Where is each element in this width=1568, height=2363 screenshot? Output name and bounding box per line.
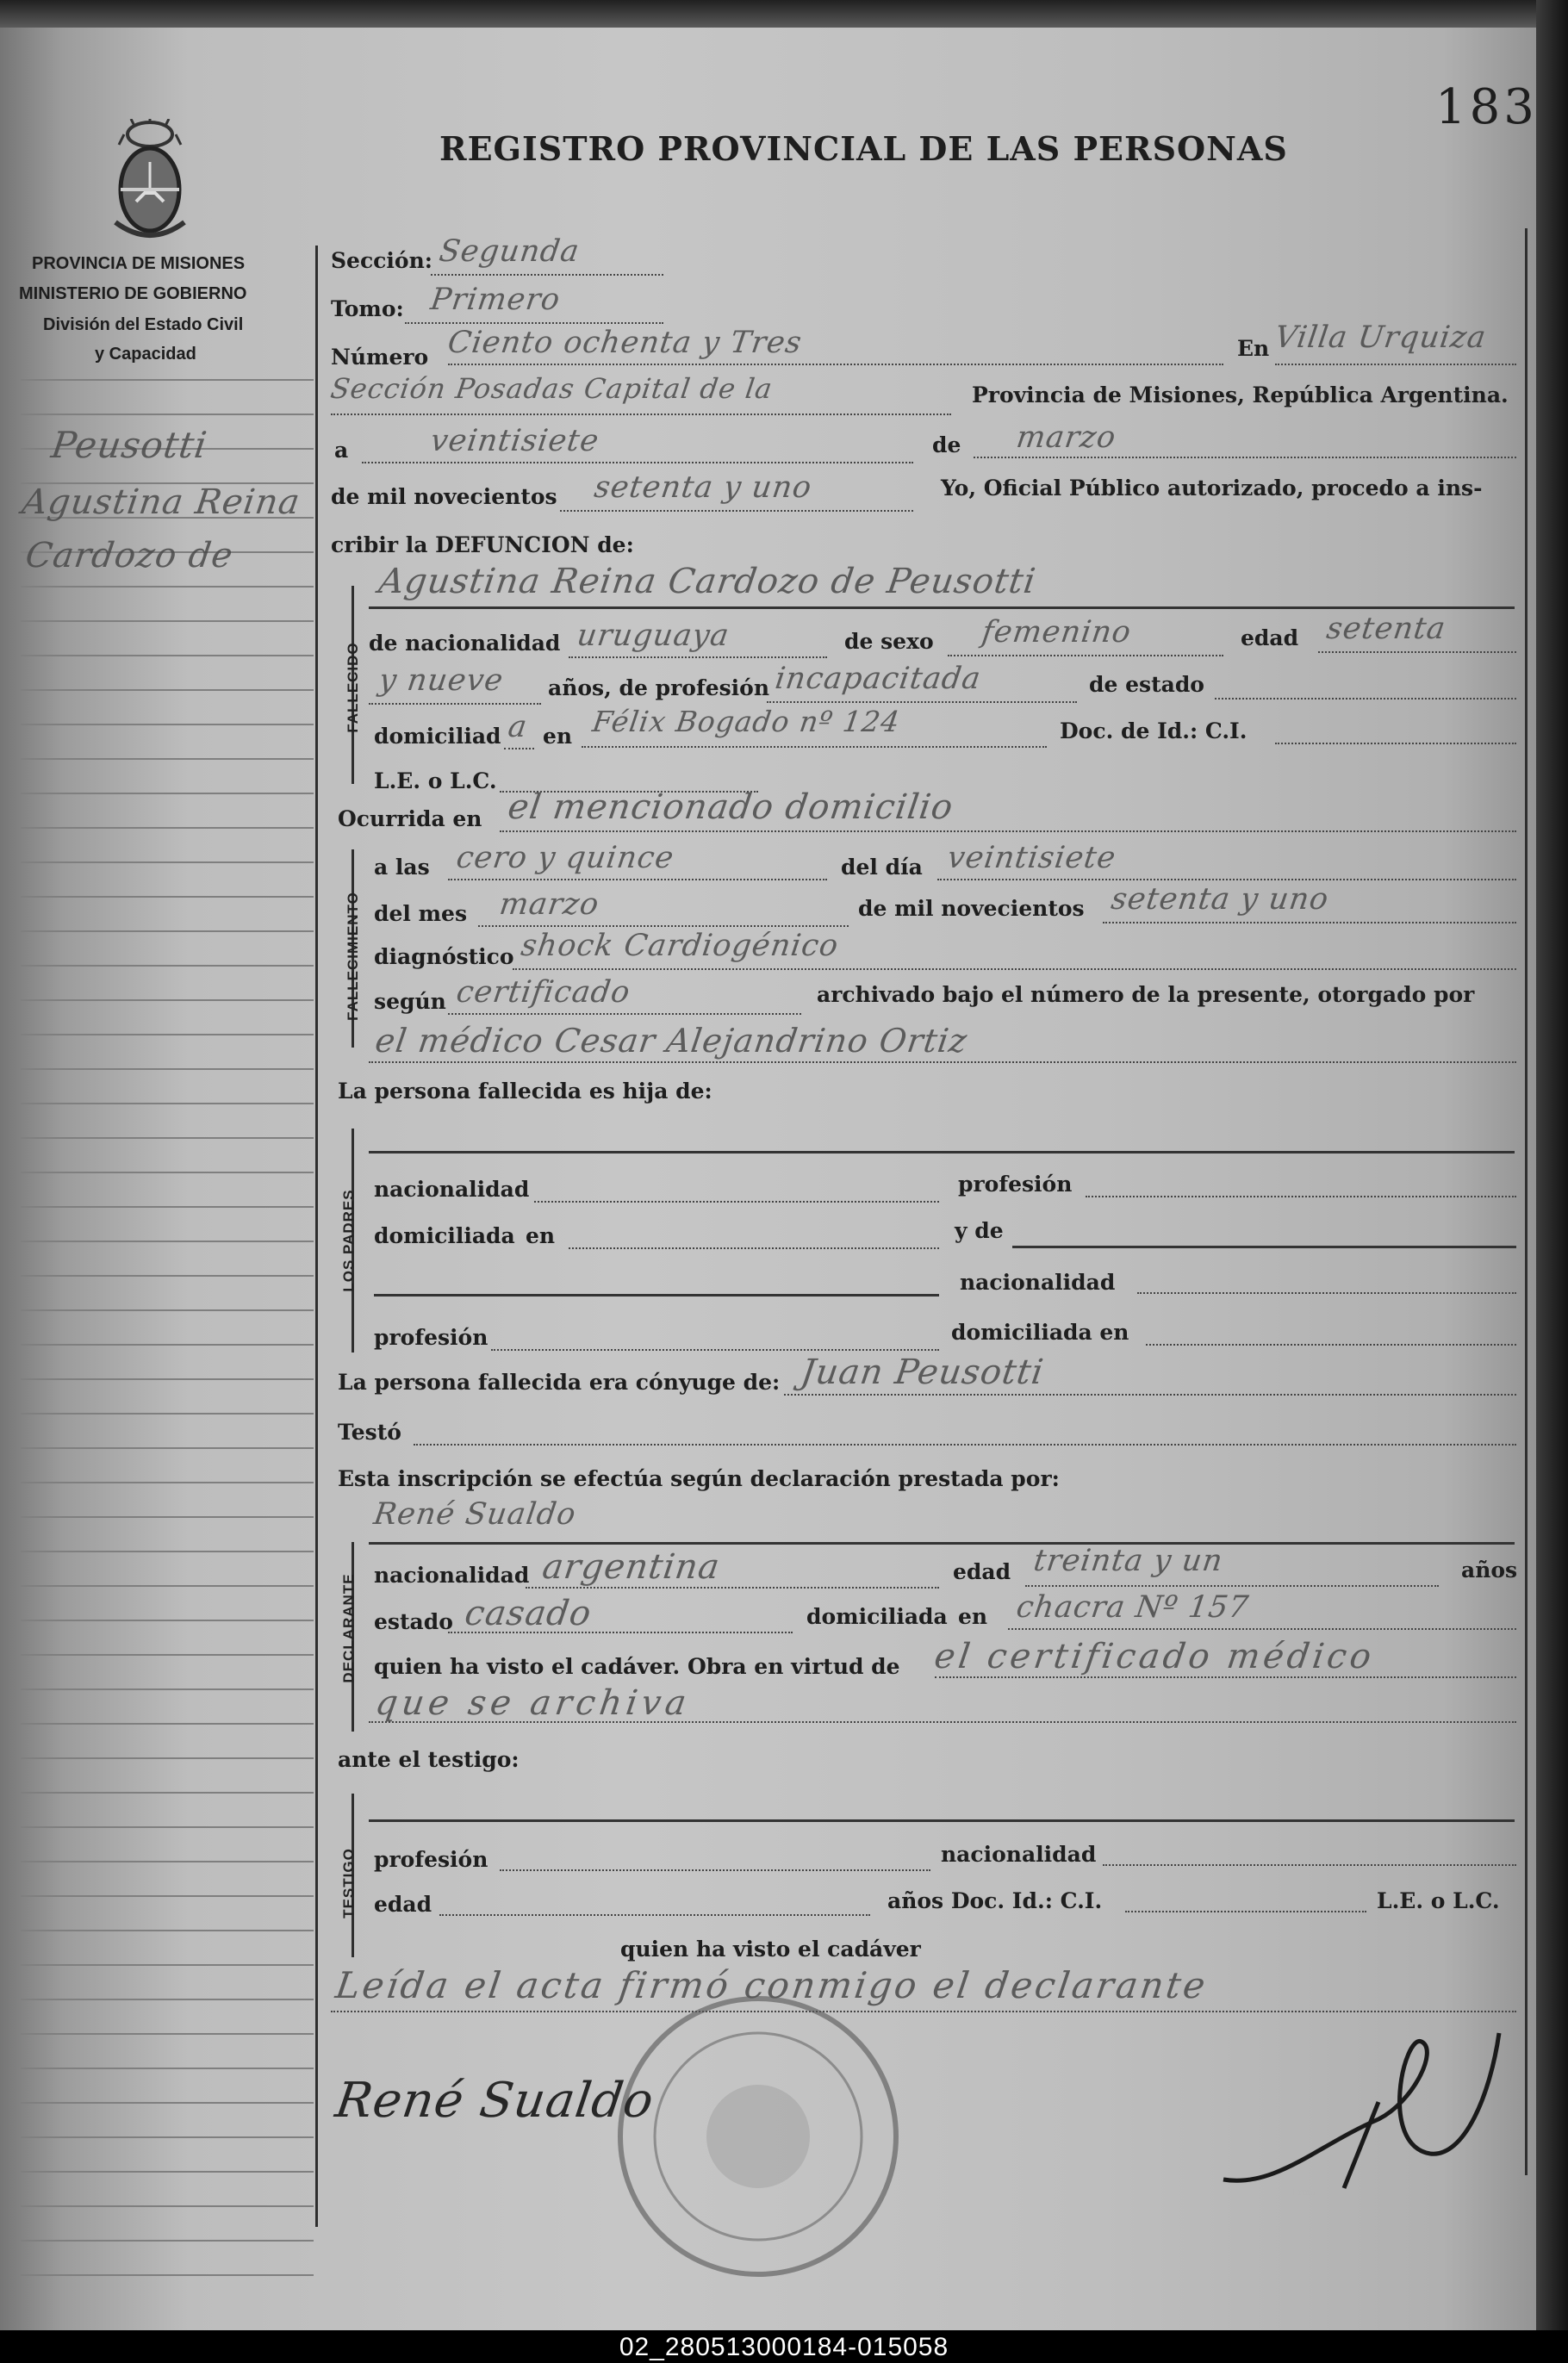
page-title: REGISTRO PROVINCIAL DE LAS PERSONAS xyxy=(439,129,1288,168)
field-del-mes: marzo xyxy=(497,887,602,922)
label-de-estado: de estado xyxy=(1089,672,1204,697)
field-obra-2: que se archiva xyxy=(372,1683,694,1723)
label-y-de: y de xyxy=(955,1218,1004,1243)
label-ante-testigo: ante el testigo: xyxy=(338,1747,520,1772)
main-left-border xyxy=(315,246,318,2227)
label-padre-en: en xyxy=(526,1223,556,1248)
label-diagnostico: diagnóstico xyxy=(374,944,514,969)
field-dia: veintisiete xyxy=(428,424,601,458)
label-anos-profesion: años, de profesión xyxy=(548,675,770,700)
header-left-line-4: y Capacidad xyxy=(95,345,196,364)
label-doc-id: Doc. de Id.: C.I. xyxy=(1060,718,1248,743)
label-del-dia: del día xyxy=(841,855,923,880)
field-tomo: Primero xyxy=(428,283,563,317)
field-en: Villa Urquiza xyxy=(1272,320,1489,355)
signature-oficial xyxy=(1206,2016,1525,2205)
field-edad-1: setenta xyxy=(1324,612,1448,646)
label-testigo-nacionalidad: nacionalidad xyxy=(941,1842,1097,1867)
field-mes: marzo xyxy=(1014,420,1119,455)
label-archivado: archivado bajo el número de la presente, otorgado por xyxy=(817,982,1475,1007)
side-label-testigo: TESTIGO xyxy=(340,1848,357,1918)
field-declarante: René Sualdo xyxy=(371,1497,579,1532)
field-hora: cero y quince xyxy=(454,841,676,875)
label-de: de xyxy=(932,432,961,457)
margin-note-1: Peusotti xyxy=(48,424,210,466)
label-madre-nacionalidad: nacionalidad xyxy=(960,1270,1116,1295)
label-en: En xyxy=(1237,336,1270,361)
label-padre-nacionalidad: nacionalidad xyxy=(374,1177,530,1202)
label-del-mes: del mes xyxy=(374,901,468,926)
label-padre-profesion: profesión xyxy=(958,1172,1073,1197)
footer-file-id: 02_280513000184-015058 xyxy=(619,2333,949,2361)
label-yo-oficial: Yo, Oficial Público autorizado, procedo a ins- xyxy=(941,476,1483,501)
field-lectura: Leída el acta firmó conmigo el declarante xyxy=(333,1964,1210,2006)
signature-declarante: René Sualdo xyxy=(332,2073,658,2129)
label-tomo: Tomo: xyxy=(331,296,404,321)
field-domiciliad-suffix: a xyxy=(506,710,530,744)
field-del-dia: veintisiete xyxy=(945,841,1118,875)
label-declarante-domiciliada: domiciliada xyxy=(806,1604,948,1629)
field-declarante-edad: treinta y un xyxy=(1031,1544,1226,1578)
page-number: 183 xyxy=(1435,79,1538,135)
label-madre-domiciliada-en: domiciliada en xyxy=(951,1320,1129,1345)
field-conyuge: Juan Peusotti xyxy=(798,1353,1047,1392)
label-madre-profesion: profesión xyxy=(374,1325,488,1350)
label-declarante-edad: edad xyxy=(953,1559,1011,1584)
field-declarante-nacionalidad: argentina xyxy=(539,1547,723,1587)
label-a: a xyxy=(334,438,349,463)
label-testo: Testó xyxy=(338,1420,401,1445)
label-cribir: cribir la DEFUNCION de: xyxy=(331,532,634,557)
label-testigo-cadaver: quien ha visto el cadáver xyxy=(620,1937,921,1962)
main-right-border xyxy=(1525,228,1528,2175)
label-le-lc: L.E. o L.C. xyxy=(374,768,497,793)
field-profesion: incapacitada xyxy=(773,662,984,696)
official-stamp-icon xyxy=(603,1981,913,2291)
field-ocurrida: el mencionado domicilio xyxy=(505,787,956,827)
label-edad: edad xyxy=(1241,625,1299,650)
label-en-domicilio: en xyxy=(543,724,573,749)
field-numero: Ciento ochenta y Tres xyxy=(445,326,805,360)
field-obra-1: el certificado médico xyxy=(931,1637,1378,1676)
field-sexo: femenino xyxy=(980,615,1134,650)
label-domiciliad: domiciliad xyxy=(374,724,501,749)
field-nacionalidad: uruguaya xyxy=(575,619,732,653)
label-declarante-nacionalidad: nacionalidad xyxy=(374,1563,530,1588)
field-ano: setenta y uno xyxy=(592,470,814,505)
label-de-sexo: de sexo xyxy=(844,629,934,654)
field-medico: el médico Cesar Alejandrino Ortiz xyxy=(372,1022,970,1060)
label-testigo-profesion: profesión xyxy=(374,1847,488,1872)
side-label-padres: LOS PADRES xyxy=(340,1189,357,1292)
side-label-declarante: DECLARANTE xyxy=(340,1573,357,1683)
label-declarante-en: en xyxy=(958,1604,988,1629)
side-label-fallecimiento: FALLECIMIENTO xyxy=(345,892,361,1021)
field-seccion: Segunda xyxy=(437,234,582,269)
label-padre-domiciliada: domiciliada xyxy=(374,1223,515,1248)
margin-note-3: Cardozo de xyxy=(22,536,236,575)
label-hija-de: La persona fallecida es hija de: xyxy=(338,1079,712,1104)
field-diagnostico: shock Cardiogénico xyxy=(519,929,841,963)
label-testigo-anos-doc: años Doc. Id.: C.I. xyxy=(887,1888,1103,1913)
header-left-line-3: División del Estado Civil xyxy=(43,315,244,334)
field-declarante-estado: casado xyxy=(462,1594,594,1633)
label-segun: según xyxy=(374,989,446,1014)
label-ocurrida: Ocurrida en xyxy=(338,806,482,831)
label-conyuge: La persona fallecida era cónyuge de: xyxy=(338,1370,781,1395)
label-de-mil-2: de mil novecientos xyxy=(858,896,1085,921)
label-cadaver: quien ha visto el cadáver. Obra en virtud de xyxy=(374,1654,900,1679)
label-testigo-le-lc: L.E. o L.C. xyxy=(1377,1888,1500,1913)
field-ano-2: setenta y uno xyxy=(1109,882,1331,917)
margin-note-2: Agustina Reina xyxy=(19,482,303,522)
scan-right-edge xyxy=(1536,0,1568,2363)
label-de-mil: de mil novecientos xyxy=(331,484,557,509)
label-declarante-estado: estado xyxy=(374,1609,453,1634)
label-provincia: Provincia de Misiones, República Argentina. xyxy=(972,382,1509,407)
label-declarante-anos: años xyxy=(1461,1558,1518,1583)
label-de-nacionalidad: de nacionalidad xyxy=(369,631,561,656)
label-inscripcion: Esta inscripción se efectúa según declaración prestada por: xyxy=(338,1466,1060,1491)
header-left-line-1: PROVINCIA DE MISIONES xyxy=(32,254,246,273)
field-segun: certificado xyxy=(454,975,633,1010)
label-testigo-edad: edad xyxy=(374,1892,432,1917)
coat-of-arms-icon xyxy=(110,119,190,248)
field-edad-2: y nueve xyxy=(376,663,506,698)
field-domicilio: Félix Bogado nº 124 xyxy=(590,705,903,738)
label-numero: Número xyxy=(331,345,429,370)
side-label-fallecido: FALLECIDO xyxy=(345,642,361,733)
field-nombre: Agustina Reina Cardozo de Peusotti xyxy=(376,562,1039,601)
field-seccion-line: Sección Posadas Capital de la xyxy=(328,372,775,405)
header-left-line-2: MINISTERIO DE GOBIERNO xyxy=(19,284,247,303)
label-a-las: a las xyxy=(374,855,430,880)
signature-oficial-name: firma xyxy=(1292,2188,1316,2198)
label-seccion: Sección: xyxy=(331,248,432,273)
field-declarante-domicilio: chacra Nº 157 xyxy=(1014,1590,1252,1625)
scan-top-edge xyxy=(0,0,1568,28)
